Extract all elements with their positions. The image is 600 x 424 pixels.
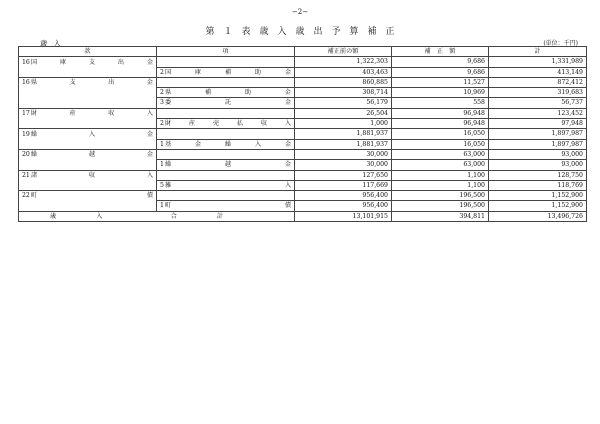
cell-kou — [157, 180, 295, 190]
cell-kou — [157, 149, 295, 159]
cell-before: 30,000 — [295, 149, 392, 159]
cell-before: 956,400 — [295, 191, 392, 201]
totals-label-b: 合計 — [170, 212, 263, 220]
cell-kan — [19, 170, 157, 180]
cell-before: 403,463 — [295, 67, 392, 77]
kou-name: 雑 入 — [164, 181, 291, 189]
section-label: 歳入 — [40, 39, 67, 48]
page-number: −2− — [291, 8, 309, 16]
totals-before: 13,101,915 — [295, 211, 392, 221]
cell-amount: 96,948 — [392, 108, 489, 118]
cell-kou — [157, 98, 295, 108]
header-kou: 項 — [157, 47, 295, 57]
kou-name: 国 庫 補 助 金 — [164, 68, 291, 76]
cell-kan — [19, 77, 157, 87]
kou-name: 基 金 繰 入 金 — [164, 140, 291, 148]
cell-before: 1,000 — [295, 119, 392, 129]
kan-number: 16 — [22, 79, 30, 87]
cell-kan — [19, 129, 157, 139]
kan-name: 町 債 — [30, 192, 153, 200]
kan-name: 繰 入 金 — [30, 130, 153, 138]
cell-before: 56,179 — [295, 98, 392, 108]
cell-kou — [157, 160, 295, 170]
cell-kan — [19, 201, 157, 211]
kou-number: 3 — [160, 99, 164, 107]
table-row — [19, 67, 587, 77]
kou-name: 町 債 — [164, 202, 291, 210]
table-row — [19, 57, 587, 67]
cell-before: 117,669 — [295, 180, 392, 190]
cell-amount: 96,948 — [392, 119, 489, 129]
table-row — [19, 108, 587, 118]
cell-before: 26,504 — [295, 108, 392, 118]
kan-number: 19 — [22, 130, 30, 138]
cell-before: 1,322,303 — [295, 57, 392, 67]
table-row — [19, 180, 587, 190]
kou-number: 1 — [160, 161, 164, 169]
cell-total: 413,149 — [489, 67, 587, 77]
cell-kou — [157, 108, 295, 118]
cell-before: 956,400 — [295, 201, 392, 211]
cell-before: 30,000 — [295, 160, 392, 170]
cell-kan — [19, 160, 157, 170]
cell-total: 1,331,989 — [489, 57, 587, 67]
cell-total: 1,897,987 — [489, 139, 587, 149]
cell-amount: 11,527 — [392, 77, 489, 87]
table-row — [19, 119, 587, 129]
cell-kan — [19, 119, 157, 129]
cell-total: 93,000 — [489, 149, 587, 159]
table-row — [19, 191, 587, 201]
kan-name: 県 支 出 金 — [30, 79, 153, 87]
kou-number: 1 — [160, 202, 164, 210]
table-row — [19, 149, 587, 159]
table-row — [19, 77, 587, 87]
cell-amount: 63,000 — [392, 160, 489, 170]
cell-before: 127,650 — [295, 170, 392, 180]
totals-total: 13,496,726 — [489, 211, 587, 221]
kou-number: 2 — [160, 68, 164, 76]
cell-kan — [19, 108, 157, 118]
table-row — [19, 98, 587, 108]
cell-amount: 196,500 — [392, 201, 489, 211]
table-body — [19, 57, 587, 211]
kou-name: 委 託 金 — [164, 99, 291, 107]
cell-before: 1,881,937 — [295, 129, 392, 139]
cell-before: 1,881,937 — [295, 139, 392, 149]
totals-amount: 394,811 — [392, 211, 489, 221]
header-kan: 款 — [19, 47, 157, 57]
cell-total: 56,737 — [489, 98, 587, 108]
totals-label-a: 歳入 — [50, 212, 143, 220]
cell-total: 118,769 — [489, 180, 587, 190]
cell-kou — [157, 191, 295, 201]
table-row — [19, 139, 587, 149]
cell-kou — [157, 77, 295, 87]
kan-name: 財 産 収 入 — [30, 110, 153, 118]
kan-number: 21 — [22, 171, 30, 179]
header-total: 計 — [489, 47, 587, 57]
cell-kan — [19, 98, 157, 108]
table-header-row — [19, 47, 587, 57]
cell-kou — [157, 139, 295, 149]
kou-number: 2 — [160, 89, 164, 97]
cell-before: 860,885 — [295, 77, 392, 87]
cell-kan — [19, 149, 157, 159]
cell-amount: 196,500 — [392, 191, 489, 201]
cell-kou — [157, 119, 295, 129]
cell-kou — [157, 57, 295, 67]
cell-total: 1,897,987 — [489, 129, 587, 139]
kou-number: 5 — [160, 181, 164, 189]
table-row — [19, 201, 587, 211]
cell-amount: 63,000 — [392, 149, 489, 159]
cell-kou — [157, 67, 295, 77]
kou-number: 1 — [160, 140, 164, 148]
cell-kan — [19, 139, 157, 149]
cell-kan — [19, 180, 157, 190]
cell-total: 123,452 — [489, 108, 587, 118]
cell-amount: 9,686 — [392, 67, 489, 77]
kou-name: 県 補 助 金 — [164, 89, 291, 97]
table-row — [19, 170, 587, 180]
totals-label — [19, 211, 295, 221]
page-title: 第 １ 表 歳 入 歳 出 予 算 補 正 — [205, 27, 395, 37]
budget-table — [18, 46, 587, 222]
cell-before: 308,714 — [295, 88, 392, 98]
cell-kan — [19, 191, 157, 201]
cell-kou — [157, 129, 295, 139]
cell-total: 872,412 — [489, 77, 587, 87]
table-row — [19, 129, 587, 139]
cell-amount: 16,050 — [392, 139, 489, 149]
kan-name: 諸 収 入 — [30, 171, 153, 179]
cell-amount: 1,100 — [392, 170, 489, 180]
cell-total: 1,152,900 — [489, 191, 587, 201]
kan-name: 国 庫 支 出 金 — [30, 58, 153, 66]
cell-amount: 558 — [392, 98, 489, 108]
kan-number: 17 — [22, 110, 30, 118]
kan-name: 繰 越 金 — [30, 151, 153, 159]
cell-total: 97,948 — [489, 119, 587, 129]
kou-name: 繰 越 金 — [164, 161, 291, 169]
cell-kou — [157, 88, 295, 98]
cell-total: 319,683 — [489, 88, 587, 98]
cell-kan — [19, 88, 157, 98]
kou-number: 2 — [160, 120, 164, 128]
cell-amount: 1,100 — [392, 180, 489, 190]
cell-amount: 9,686 — [392, 57, 489, 67]
cell-kou — [157, 170, 295, 180]
cell-kan — [19, 57, 157, 67]
cell-total: 93,000 — [489, 160, 587, 170]
cell-kou — [157, 201, 295, 211]
unit-note: (単位：千円) — [543, 40, 578, 47]
table-row — [19, 160, 587, 170]
header-before: 補正前の額 — [295, 47, 392, 57]
header-amount: 補 正 額 — [392, 47, 489, 57]
kou-name: 財 産 売 払 収 入 — [164, 120, 291, 128]
kan-number: 22 — [22, 192, 30, 200]
table-row — [19, 88, 587, 98]
cell-total: 1,152,900 — [489, 201, 587, 211]
cell-amount: 16,050 — [392, 129, 489, 139]
cell-total: 128,750 — [489, 170, 587, 180]
cell-amount: 10,969 — [392, 88, 489, 98]
kan-number: 20 — [22, 151, 30, 159]
kan-number: 16 — [22, 58, 30, 66]
totals-row — [19, 211, 587, 221]
cell-kan — [19, 67, 157, 77]
